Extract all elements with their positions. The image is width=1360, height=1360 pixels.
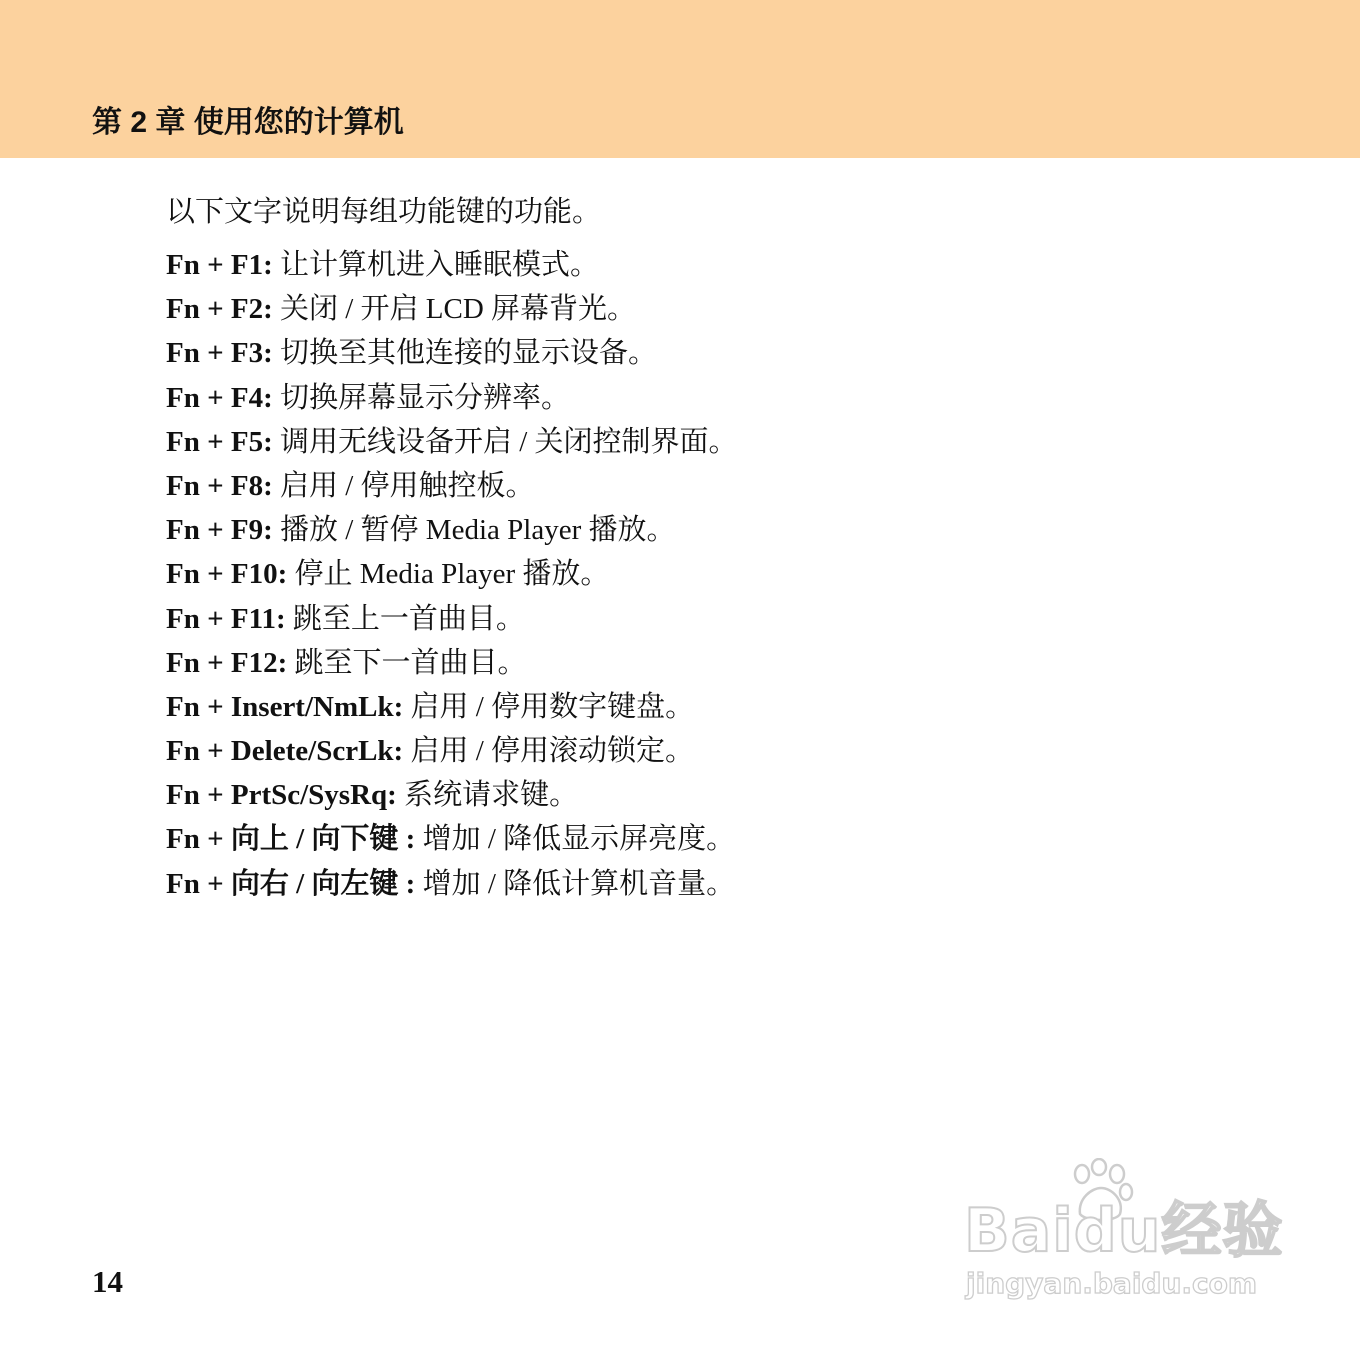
- key-description: 启用 / 停用触控板。: [272, 469, 535, 502]
- key-row: [166, 731, 1266, 775]
- page-content: [166, 192, 1266, 908]
- key-row: [166, 819, 1266, 863]
- key-description: 增加 / 降低计算机音量。: [415, 867, 736, 900]
- chapter-header-band: [0, 0, 1360, 158]
- key-description: 切换屏幕显示分辨率。: [272, 381, 571, 414]
- key-description: 切换至其他连接的显示设备。: [272, 337, 658, 370]
- key-combo: Fn + F2:: [166, 293, 273, 326]
- key-row: [166, 864, 1266, 908]
- key-row: [166, 289, 1266, 333]
- key-description: 启用 / 停用数字键盘。: [403, 690, 695, 723]
- chapter-title: 第 2 章 使用您的计算机: [92, 106, 404, 139]
- key-combo: Fn + Insert/NmLk:: [166, 690, 404, 723]
- key-row: [166, 510, 1266, 554]
- key-description: 调用无线设备开启 / 关闭控制界面。: [272, 425, 738, 458]
- watermark-url: jingyan.baidu.com: [966, 1267, 1258, 1300]
- key-combo: Fn + F11:: [166, 602, 286, 635]
- key-description: 启用 / 停用滚动锁定。: [403, 735, 695, 768]
- key-row: [166, 775, 1266, 819]
- key-combo: Fn + F4:: [166, 381, 273, 414]
- key-combo: Fn + F1:: [166, 249, 273, 281]
- key-description: 系统请求键。: [396, 779, 579, 812]
- key-row: [166, 378, 1266, 422]
- key-combo: Fn + PrtSc/SysRq:: [166, 779, 397, 812]
- key-description: 增加 / 降低显示屏亮度。: [415, 823, 736, 856]
- key-description: 让计算机进入睡眠模式。: [272, 249, 600, 281]
- key-description: 关闭 / 开启 LCD 屏幕背光。: [272, 293, 637, 326]
- function-key-list: [166, 245, 1266, 908]
- watermark-brand: Baidu经验: [964, 1196, 1284, 1266]
- key-combo: Fn + F3:: [166, 337, 273, 370]
- key-description: 跳至下一首曲目。: [287, 646, 527, 679]
- key-description: 播放 / 暂停 Media Player 播放。: [272, 514, 676, 547]
- key-combo: Fn + F10:: [166, 558, 288, 591]
- key-combo: Fn + Delete/ScrLk:: [166, 735, 404, 768]
- key-row: [166, 333, 1266, 377]
- key-combo: Fn + 向上 / 向下键 :: [166, 823, 416, 856]
- key-description: 停止 Media Player 播放。: [287, 558, 610, 591]
- key-description: 跳至上一首曲目。: [285, 602, 525, 635]
- key-row: [166, 643, 1266, 687]
- key-combo: Fn + 向右 / 向左键 :: [166, 867, 416, 900]
- page-number: 14: [92, 1264, 123, 1299]
- key-combo: Fn + F9:: [166, 514, 273, 547]
- key-combo: Fn + F8:: [166, 469, 273, 502]
- key-row: [166, 599, 1266, 643]
- key-row: [166, 422, 1266, 466]
- key-row: [166, 687, 1266, 731]
- key-combo: Fn + F5:: [166, 425, 273, 458]
- key-row: [166, 554, 1266, 598]
- intro-paragraph: 以下文字说明每组功能键的功能。: [166, 196, 602, 228]
- key-combo: Fn + F12:: [166, 646, 288, 679]
- key-row: [166, 245, 1266, 289]
- key-row: [166, 466, 1266, 510]
- baidu-watermark: [962, 1158, 1292, 1308]
